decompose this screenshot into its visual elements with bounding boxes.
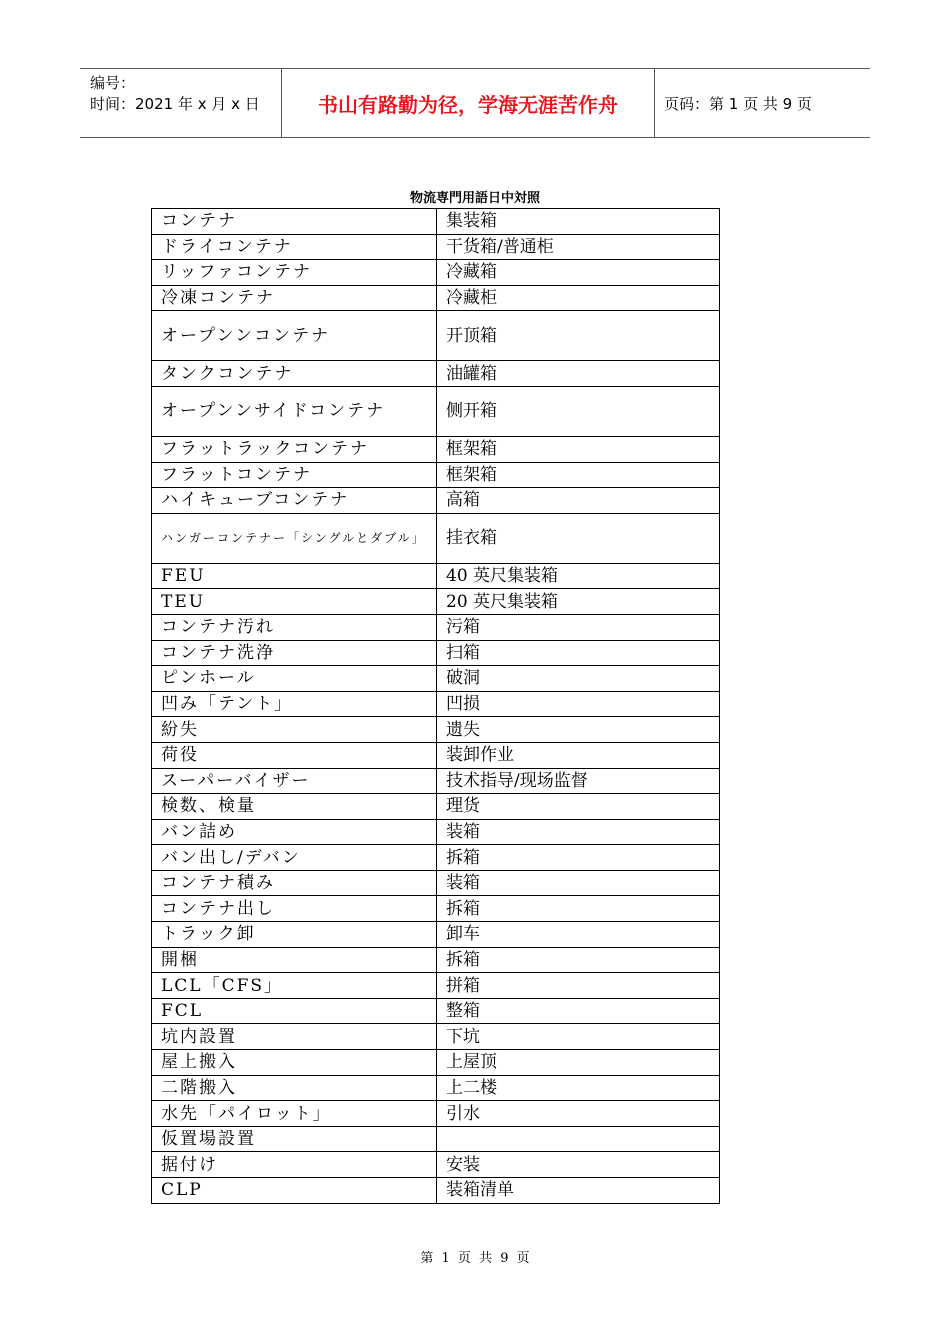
- japanese-term-cell: コンテナ: [152, 209, 437, 235]
- japanese-term-cell: TEU: [152, 589, 437, 615]
- japanese-term-cell: ハンガーコンテナー「シングルとダブル」: [152, 513, 437, 563]
- header-motto: 书山有路勤为径，学海无涯苦作舟: [318, 92, 618, 117]
- japanese-term-cell: バン出し/デバン: [152, 845, 437, 871]
- japanese-term-cell: タンクコンテナ: [152, 361, 437, 387]
- chinese-term-cell: 扫箱: [437, 640, 720, 666]
- chinese-term-cell: 装箱清单: [437, 1178, 720, 1204]
- table-row: [152, 1152, 720, 1178]
- japanese-term-cell: 開梱: [152, 947, 437, 973]
- table-row: [152, 285, 720, 311]
- japanese-term-cell: リッファコンテナ: [152, 260, 437, 286]
- table-row: [152, 742, 720, 768]
- table-row: [152, 1178, 720, 1204]
- chinese-term-cell: 理货: [437, 794, 720, 820]
- page-footer: 第 1 页 共 9 页: [420, 1251, 530, 1266]
- table-row: [152, 794, 720, 820]
- header-divider: [654, 69, 655, 137]
- chinese-term-cell: 冷藏柜: [437, 285, 720, 311]
- chinese-term-cell: 上屋顶: [437, 1050, 720, 1076]
- table-row: [152, 691, 720, 717]
- chinese-term-cell: 框架箱: [437, 462, 720, 488]
- chinese-term-cell: 冷藏箱: [437, 260, 720, 286]
- glossary-table: [151, 208, 720, 1204]
- chinese-term-cell: 引水: [437, 1101, 720, 1127]
- table-row: [152, 1024, 720, 1050]
- table-row: [152, 1126, 720, 1152]
- chinese-term-cell: 污箱: [437, 614, 720, 640]
- table-row: [152, 717, 720, 743]
- japanese-term-cell: 荷役: [152, 742, 437, 768]
- chinese-term-cell: 20 英尺集装箱: [437, 589, 720, 615]
- header-meta: [90, 73, 260, 115]
- chinese-term-cell: 开顶箱: [437, 311, 720, 361]
- japanese-term-cell: ドライコンテナ: [152, 234, 437, 260]
- japanese-term-cell: FEU: [152, 563, 437, 589]
- chinese-term-cell: 凹损: [437, 691, 720, 717]
- chinese-term-cell: 拆箱: [437, 896, 720, 922]
- japanese-term-cell: コンテナ洗浄: [152, 640, 437, 666]
- table-row: [152, 998, 720, 1024]
- chinese-term-cell: 40 英尺集装箱: [437, 563, 720, 589]
- japanese-term-cell: 水先「パイロット」: [152, 1101, 437, 1127]
- table-row: [152, 513, 720, 563]
- japanese-term-cell: バン詰め: [152, 819, 437, 845]
- table-row: [152, 1075, 720, 1101]
- japanese-term-cell: FCL: [152, 998, 437, 1024]
- japanese-term-cell: 二階搬入: [152, 1075, 437, 1101]
- table-row: [152, 234, 720, 260]
- chinese-term-cell: 装卸作业: [437, 742, 720, 768]
- japanese-term-cell: フラットコンテナ: [152, 462, 437, 488]
- table-row: [152, 260, 720, 286]
- chinese-term-cell: 拼箱: [437, 973, 720, 999]
- japanese-term-cell: 仮置場設置: [152, 1126, 437, 1152]
- chinese-term-cell: 下坑: [437, 1024, 720, 1050]
- japanese-term-cell: オープンンコンテナ: [152, 311, 437, 361]
- japanese-term-cell: CLP: [152, 1178, 437, 1204]
- table-row: [152, 436, 720, 462]
- japanese-term-cell: 冷凍コンテナ: [152, 285, 437, 311]
- japanese-term-cell: 検数、検量: [152, 794, 437, 820]
- chinese-term-cell: 破洞: [437, 666, 720, 692]
- chinese-term-cell: 侧开箱: [437, 386, 720, 436]
- table-row: [152, 896, 720, 922]
- japanese-term-cell: 坑内設置: [152, 1024, 437, 1050]
- japanese-term-cell: コンテナ積み: [152, 870, 437, 896]
- chinese-term-cell: 遗失: [437, 717, 720, 743]
- japanese-term-cell: コンテナ汚れ: [152, 614, 437, 640]
- japanese-term-cell: 紛失: [152, 717, 437, 743]
- table-row: [152, 462, 720, 488]
- chinese-term-cell: [437, 1126, 720, 1152]
- table-row: [152, 563, 720, 589]
- table-row: [152, 922, 720, 948]
- chinese-term-cell: 拆箱: [437, 845, 720, 871]
- table-row: [152, 973, 720, 999]
- chinese-term-cell: 技术指导/现场监督: [437, 768, 720, 794]
- chinese-term-cell: 挂衣箱: [437, 513, 720, 563]
- table-row: [152, 640, 720, 666]
- table-row: [152, 768, 720, 794]
- chinese-term-cell: 高箱: [437, 488, 720, 514]
- date-label: 时间：2021 年 x 月 x 日: [90, 95, 260, 113]
- chinese-term-cell: 卸车: [437, 922, 720, 948]
- japanese-term-cell: 屋上搬入: [152, 1050, 437, 1076]
- japanese-term-cell: ハイキューブコンテナ: [152, 488, 437, 514]
- number-label: 编号：: [90, 74, 136, 92]
- header-page-info: 页码：第 1 页 共 9 页: [664, 94, 812, 113]
- japanese-term-cell: 凹み「テント」: [152, 691, 437, 717]
- table-row: [152, 947, 720, 973]
- table-row: [152, 209, 720, 235]
- table-row: [152, 488, 720, 514]
- chinese-term-cell: 装箱: [437, 870, 720, 896]
- table-row: [152, 845, 720, 871]
- japanese-term-cell: LCL「CFS」: [152, 973, 437, 999]
- table-row: [152, 666, 720, 692]
- document-title: 物流専門用語日中対照: [409, 191, 540, 206]
- japanese-term-cell: スーパーバイザー: [152, 768, 437, 794]
- chinese-term-cell: 装箱: [437, 819, 720, 845]
- page-header: [80, 68, 870, 138]
- table-row: [152, 819, 720, 845]
- table-row: [152, 1101, 720, 1127]
- japanese-term-cell: コンテナ出し: [152, 896, 437, 922]
- table-row: [152, 311, 720, 361]
- chinese-term-cell: 整箱: [437, 998, 720, 1024]
- japanese-term-cell: オープンンサイドコンテナ: [152, 386, 437, 436]
- japanese-term-cell: 据付け: [152, 1152, 437, 1178]
- table-row: [152, 870, 720, 896]
- chinese-term-cell: 油罐箱: [437, 361, 720, 387]
- chinese-term-cell: 安装: [437, 1152, 720, 1178]
- japanese-term-cell: ピンホール: [152, 666, 437, 692]
- chinese-term-cell: 上二楼: [437, 1075, 720, 1101]
- chinese-term-cell: 框架箱: [437, 436, 720, 462]
- chinese-term-cell: 干货箱/普通柜: [437, 234, 720, 260]
- table-row: [152, 361, 720, 387]
- chinese-term-cell: 集装箱: [437, 209, 720, 235]
- table-row: [152, 589, 720, 615]
- japanese-term-cell: トラック卸: [152, 922, 437, 948]
- table-row: [152, 1050, 720, 1076]
- chinese-term-cell: 拆箱: [437, 947, 720, 973]
- table-row: [152, 386, 720, 436]
- japanese-term-cell: フラットラックコンテナ: [152, 436, 437, 462]
- table-row: [152, 614, 720, 640]
